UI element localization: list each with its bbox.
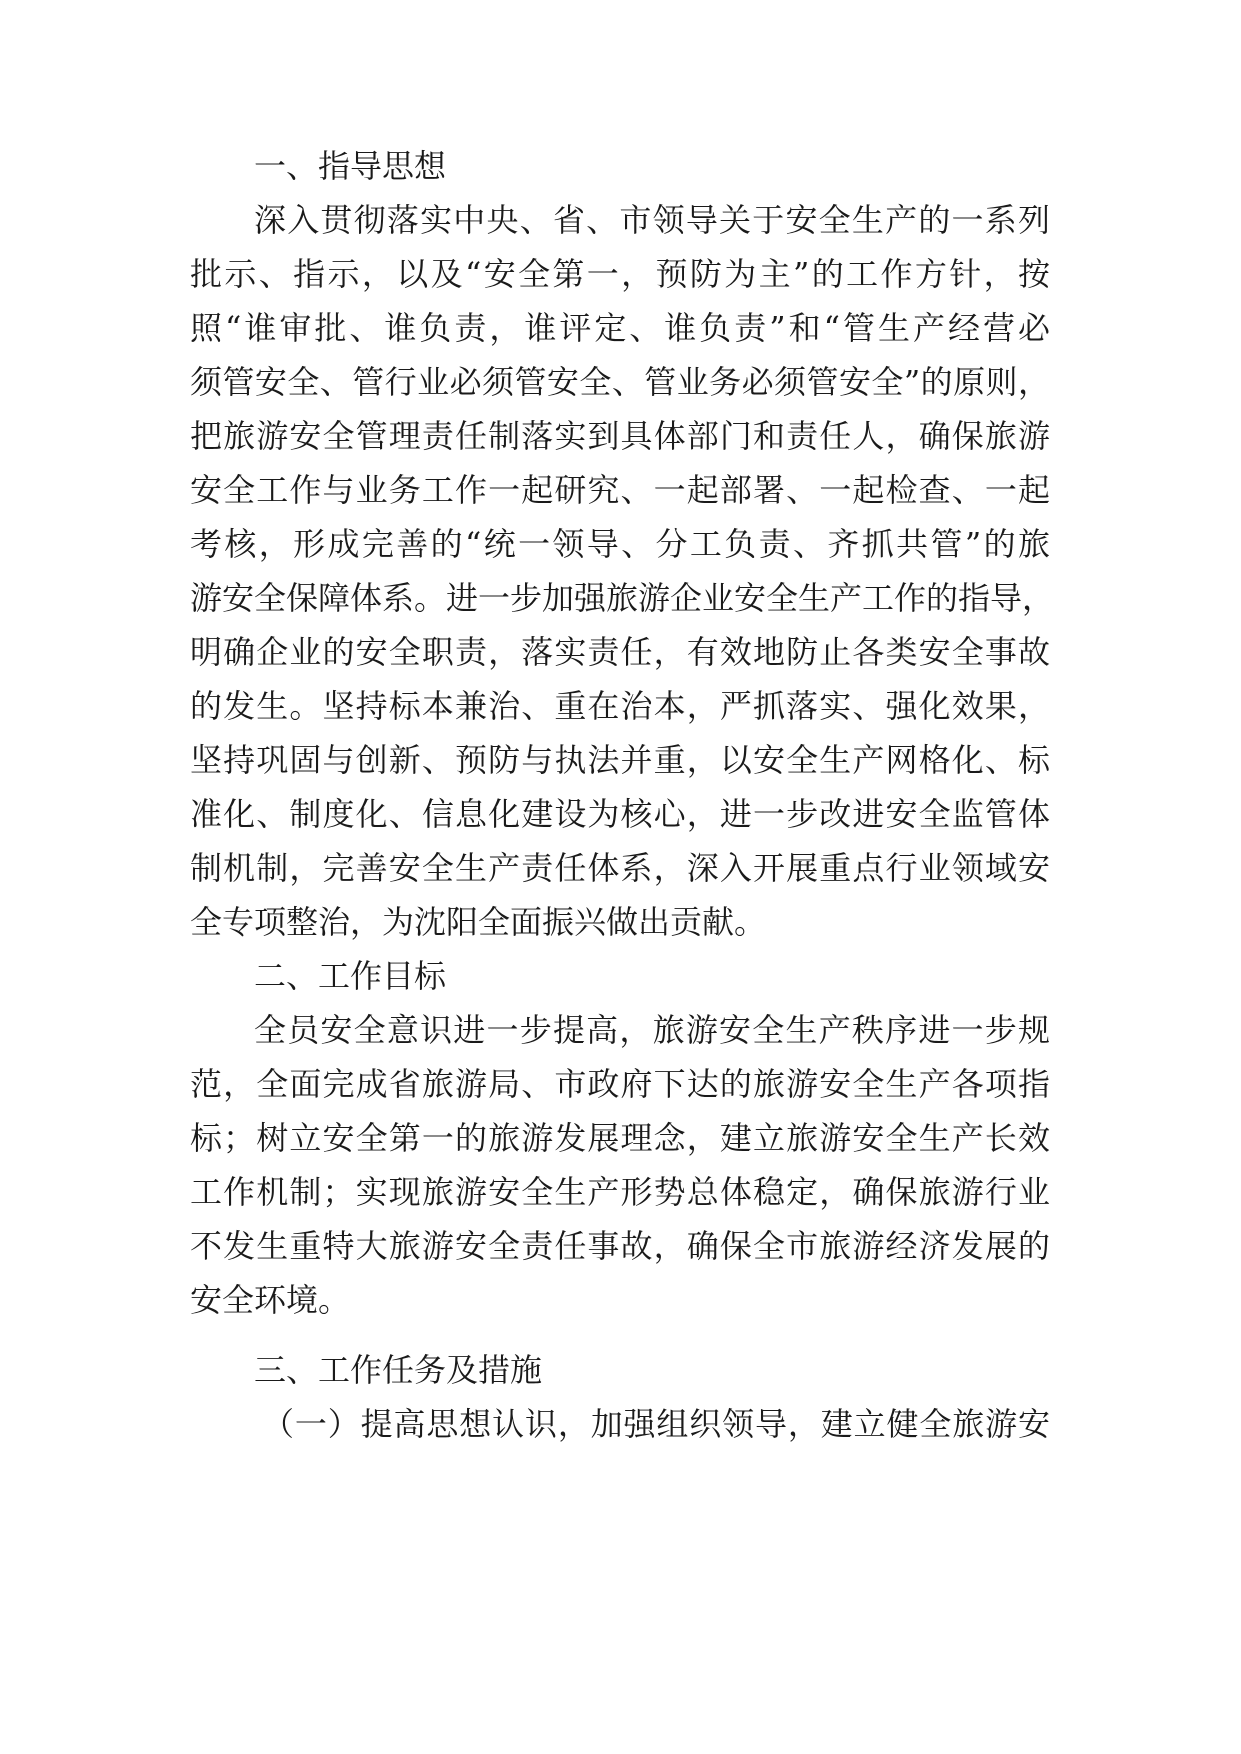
paragraph-line: 制机制，完善安全生产责任体系，深入开展重点行业领域安 (190, 849, 1050, 887)
paragraph-line: 把旅游安全管理责任制落实到具体部门和责任人，确保旅游 (190, 417, 1050, 455)
paragraph-line: 须管安全、管行业必须管安全、管业务必须管安全”的原则， (190, 363, 1050, 401)
paragraph-line: 工作机制；实现旅游安全生产形势总体稳定，确保旅游行业 (190, 1173, 1050, 1211)
paragraph-line: 坚持巩固与创新、预防与执法并重，以安全生产网格化、标 (190, 741, 1050, 779)
paragraph-line: 不发生重特大旅游安全责任事故，确保全市旅游经济发展的 (190, 1227, 1050, 1265)
paragraph-line: 的发生。坚持标本兼治、重在治本，严抓落实、强化效果， (190, 687, 1050, 725)
section-heading-work-goals: 二、工作目标 (254, 957, 447, 995)
paragraph-line: 准化、制度化、信息化建设为核心，进一步改进安全监管体 (190, 795, 1050, 833)
paragraph-line: 全专项整治，为沈阳全面振兴做出贡献。 (190, 903, 767, 941)
subsection-heading: （一）提高思想认识，加强组织领导，建立健全旅游安 (262, 1405, 1050, 1443)
paragraph-line: 照“谁审批、谁负责，谁评定、谁负责”和“管生产经营必 (190, 309, 1050, 347)
paragraph-line: 考核，形成完善的“统一领导、分工负责、齐抓共管”的旅 (190, 525, 1050, 563)
paragraph-line: 安全环境。 (190, 1281, 351, 1319)
section-heading-tasks-and-measures: 三、工作任务及措施 (254, 1351, 543, 1389)
paragraph-line: 范，全面完成省旅游局、市政府下达的旅游安全生产各项指 (190, 1065, 1050, 1103)
paragraph-line: 深入贯彻落实中央、省、市领导关于安全生产的一系列 (254, 201, 1050, 239)
paragraph-line: 标；树立安全第一的旅游发展理念，建立旅游安全生产长效 (190, 1119, 1050, 1157)
paragraph-line: 游安全保障体系。进一步加强旅游企业安全生产工作的指导， (190, 579, 1055, 617)
paragraph-line: 批示、指示，以及“安全第一，预防为主”的工作方针，按 (190, 255, 1050, 293)
paragraph-line: 安全工作与业务工作一起研究、一起部署、一起检查、一起 (190, 471, 1050, 509)
paragraph-line: 明确企业的安全职责，落实责任，有效地防止各类安全事故 (190, 633, 1050, 671)
paragraph-line: 全员安全意识进一步提高，旅游安全生产秩序进一步规 (254, 1011, 1050, 1049)
section-heading-guiding-ideology: 一、指导思想 (254, 147, 447, 185)
